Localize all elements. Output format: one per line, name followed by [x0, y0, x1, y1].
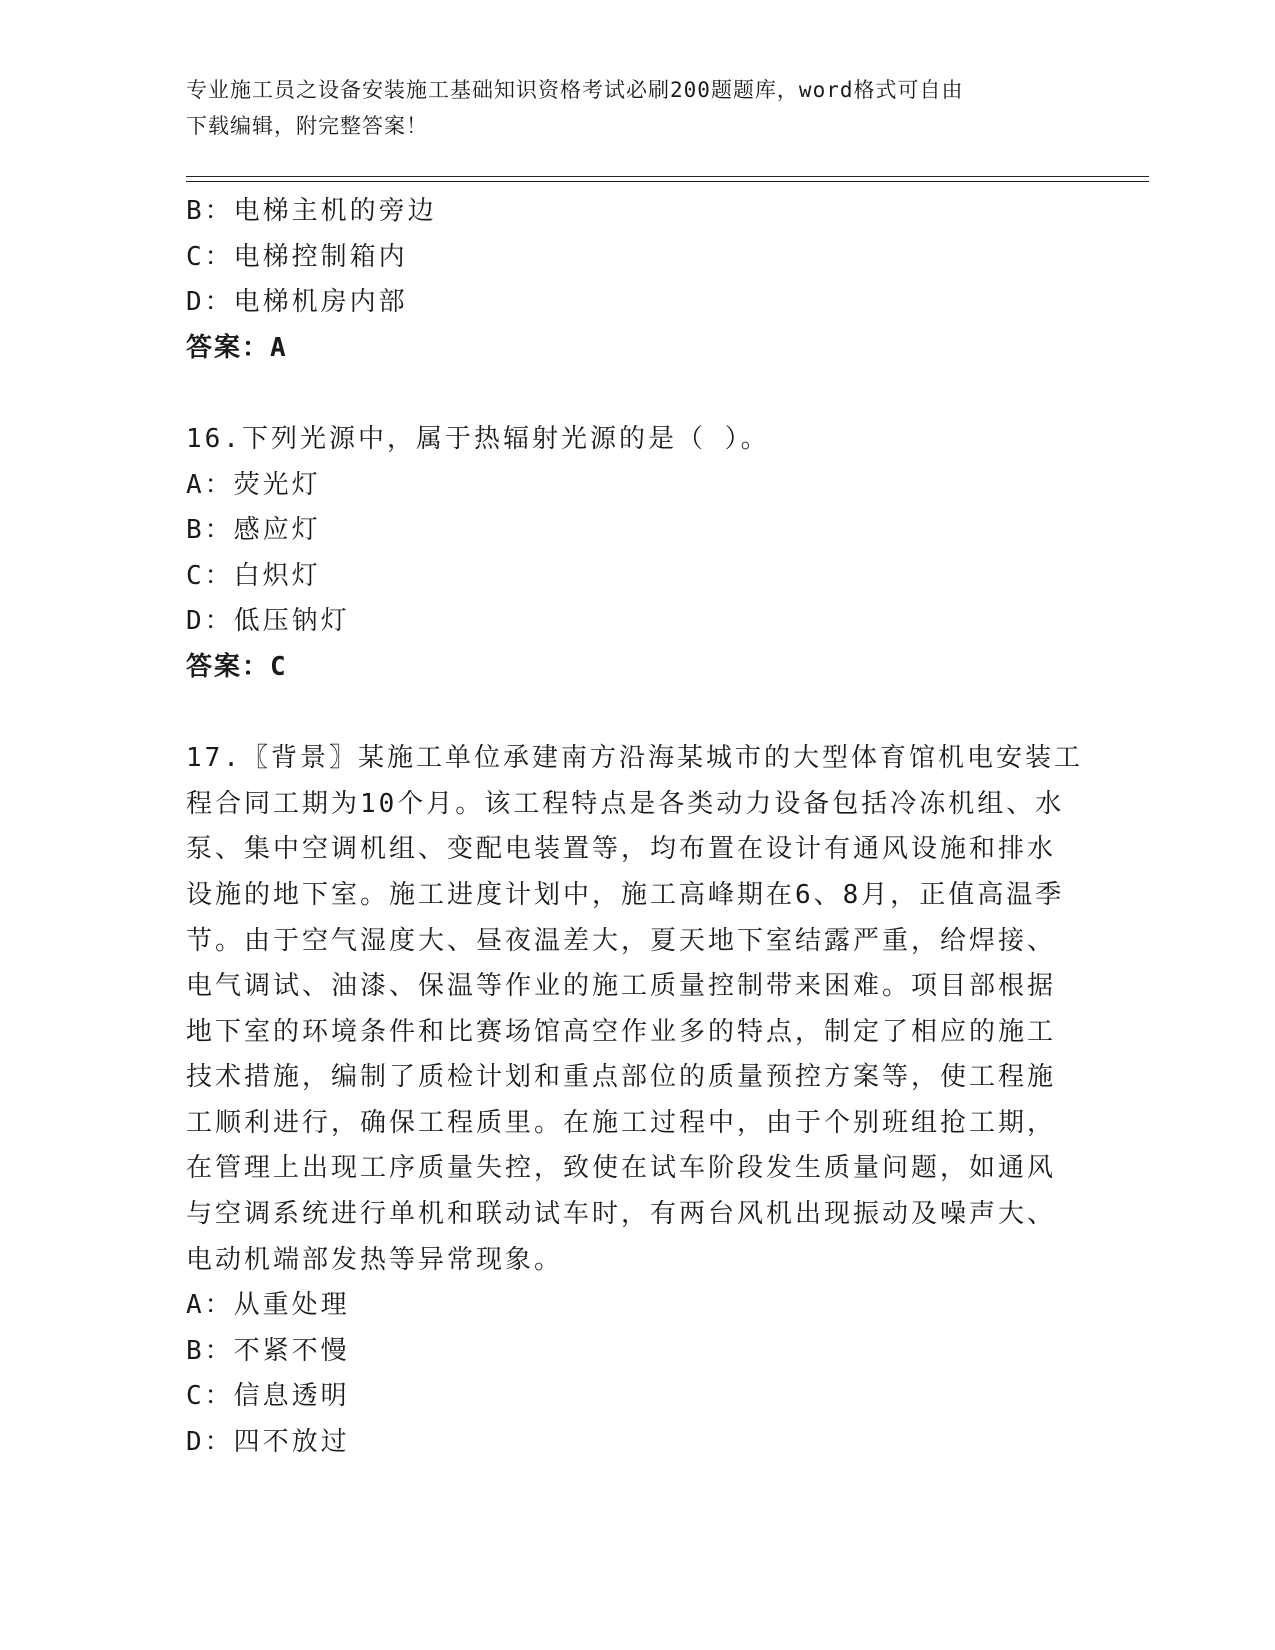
question-stem-line: 地下室的环境条件和比赛场馆高空作业多的特点，制定了相应的施工 — [186, 1016, 1057, 1047]
header-divider-bottom — [186, 181, 1149, 182]
question-stem-line: 节。由于空气湿度大、昼夜温差大，夏天地下室结露严重，给焊接、 — [186, 925, 1057, 956]
question-stem-line: 工顺利进行，确保工程质里。在施工过程中，由于个别班组抢工期， — [186, 1107, 1057, 1138]
question-stem-line: 电动机端部发热等异常现象。 — [186, 1244, 564, 1275]
answer-line: 答案：A — [186, 332, 288, 363]
option-d: D：四不放过 — [186, 1427, 350, 1458]
option-d: D：低压钠灯 — [186, 606, 350, 637]
option-c: C：信息透明 — [186, 1381, 350, 1412]
question-stem-line: 17.〖背景〗某施工单位承建南方沿海某城市的大型体育馆机电安装工 — [186, 743, 1083, 774]
question-list — [186, 189, 1086, 1466]
option-c: C：白炽灯 — [186, 560, 321, 591]
question-stem-line: 在管理上出现工序质量失控，致使在试车阶段发生质量问题，如通风 — [186, 1153, 1057, 1184]
header-divider-top — [186, 176, 1149, 177]
document-header — [186, 72, 1066, 144]
option-b: B：电梯主机的旁边 — [186, 196, 437, 226]
question-stem-line: 泵、集中空调机组、变配电装置等，均布置在设计有通风设施和排水 — [186, 834, 1057, 865]
option-c: C：电梯控制箱内 — [186, 241, 408, 272]
question-stem: 16.下列光源中，属于热辐射光源的是（ ）。 — [186, 423, 770, 454]
question-stem-line: 设施的地下室。施工进度计划中，施工高峰期在6、8月，正值高温季 — [186, 879, 1065, 910]
option-b: B：感应灯 — [186, 515, 321, 546]
header-title-line-1: 专业施工员之设备安装施工基础知识资格考试必刷200题题库，word格式可自由 — [186, 78, 964, 102]
question-stem-line: 与空调系统进行单机和联动试车时，有两台风机出现振动及噪声大、 — [186, 1199, 1057, 1230]
question-stem-line: 技术措施，编制了质检计划和重点部位的质量预控方案等，使工程施 — [186, 1062, 1057, 1093]
answer-line: 答案：C — [186, 651, 288, 682]
previous-question — [186, 189, 1086, 371]
question-stem-line: 程合同工期为10个月。该工程特点是各类动力设备包括冷冻机组、水 — [186, 788, 1065, 819]
option-a: A：从重处理 — [186, 1290, 350, 1321]
spacer — [186, 371, 1086, 417]
option-a: A：荧光灯 — [186, 469, 321, 500]
option-b: B：不紧不慢 — [186, 1335, 350, 1366]
question-17 — [186, 736, 1086, 1466]
question-16 — [186, 417, 1086, 691]
spacer — [186, 691, 1086, 737]
header-title-line-2: 下载编辑，附完整答案！ — [186, 114, 428, 138]
question-stem-line: 电气调试、油漆、保温等作业的施工质量控制带来困难。项目部根据 — [186, 971, 1057, 1002]
option-d: D：电梯机房内部 — [186, 287, 408, 318]
